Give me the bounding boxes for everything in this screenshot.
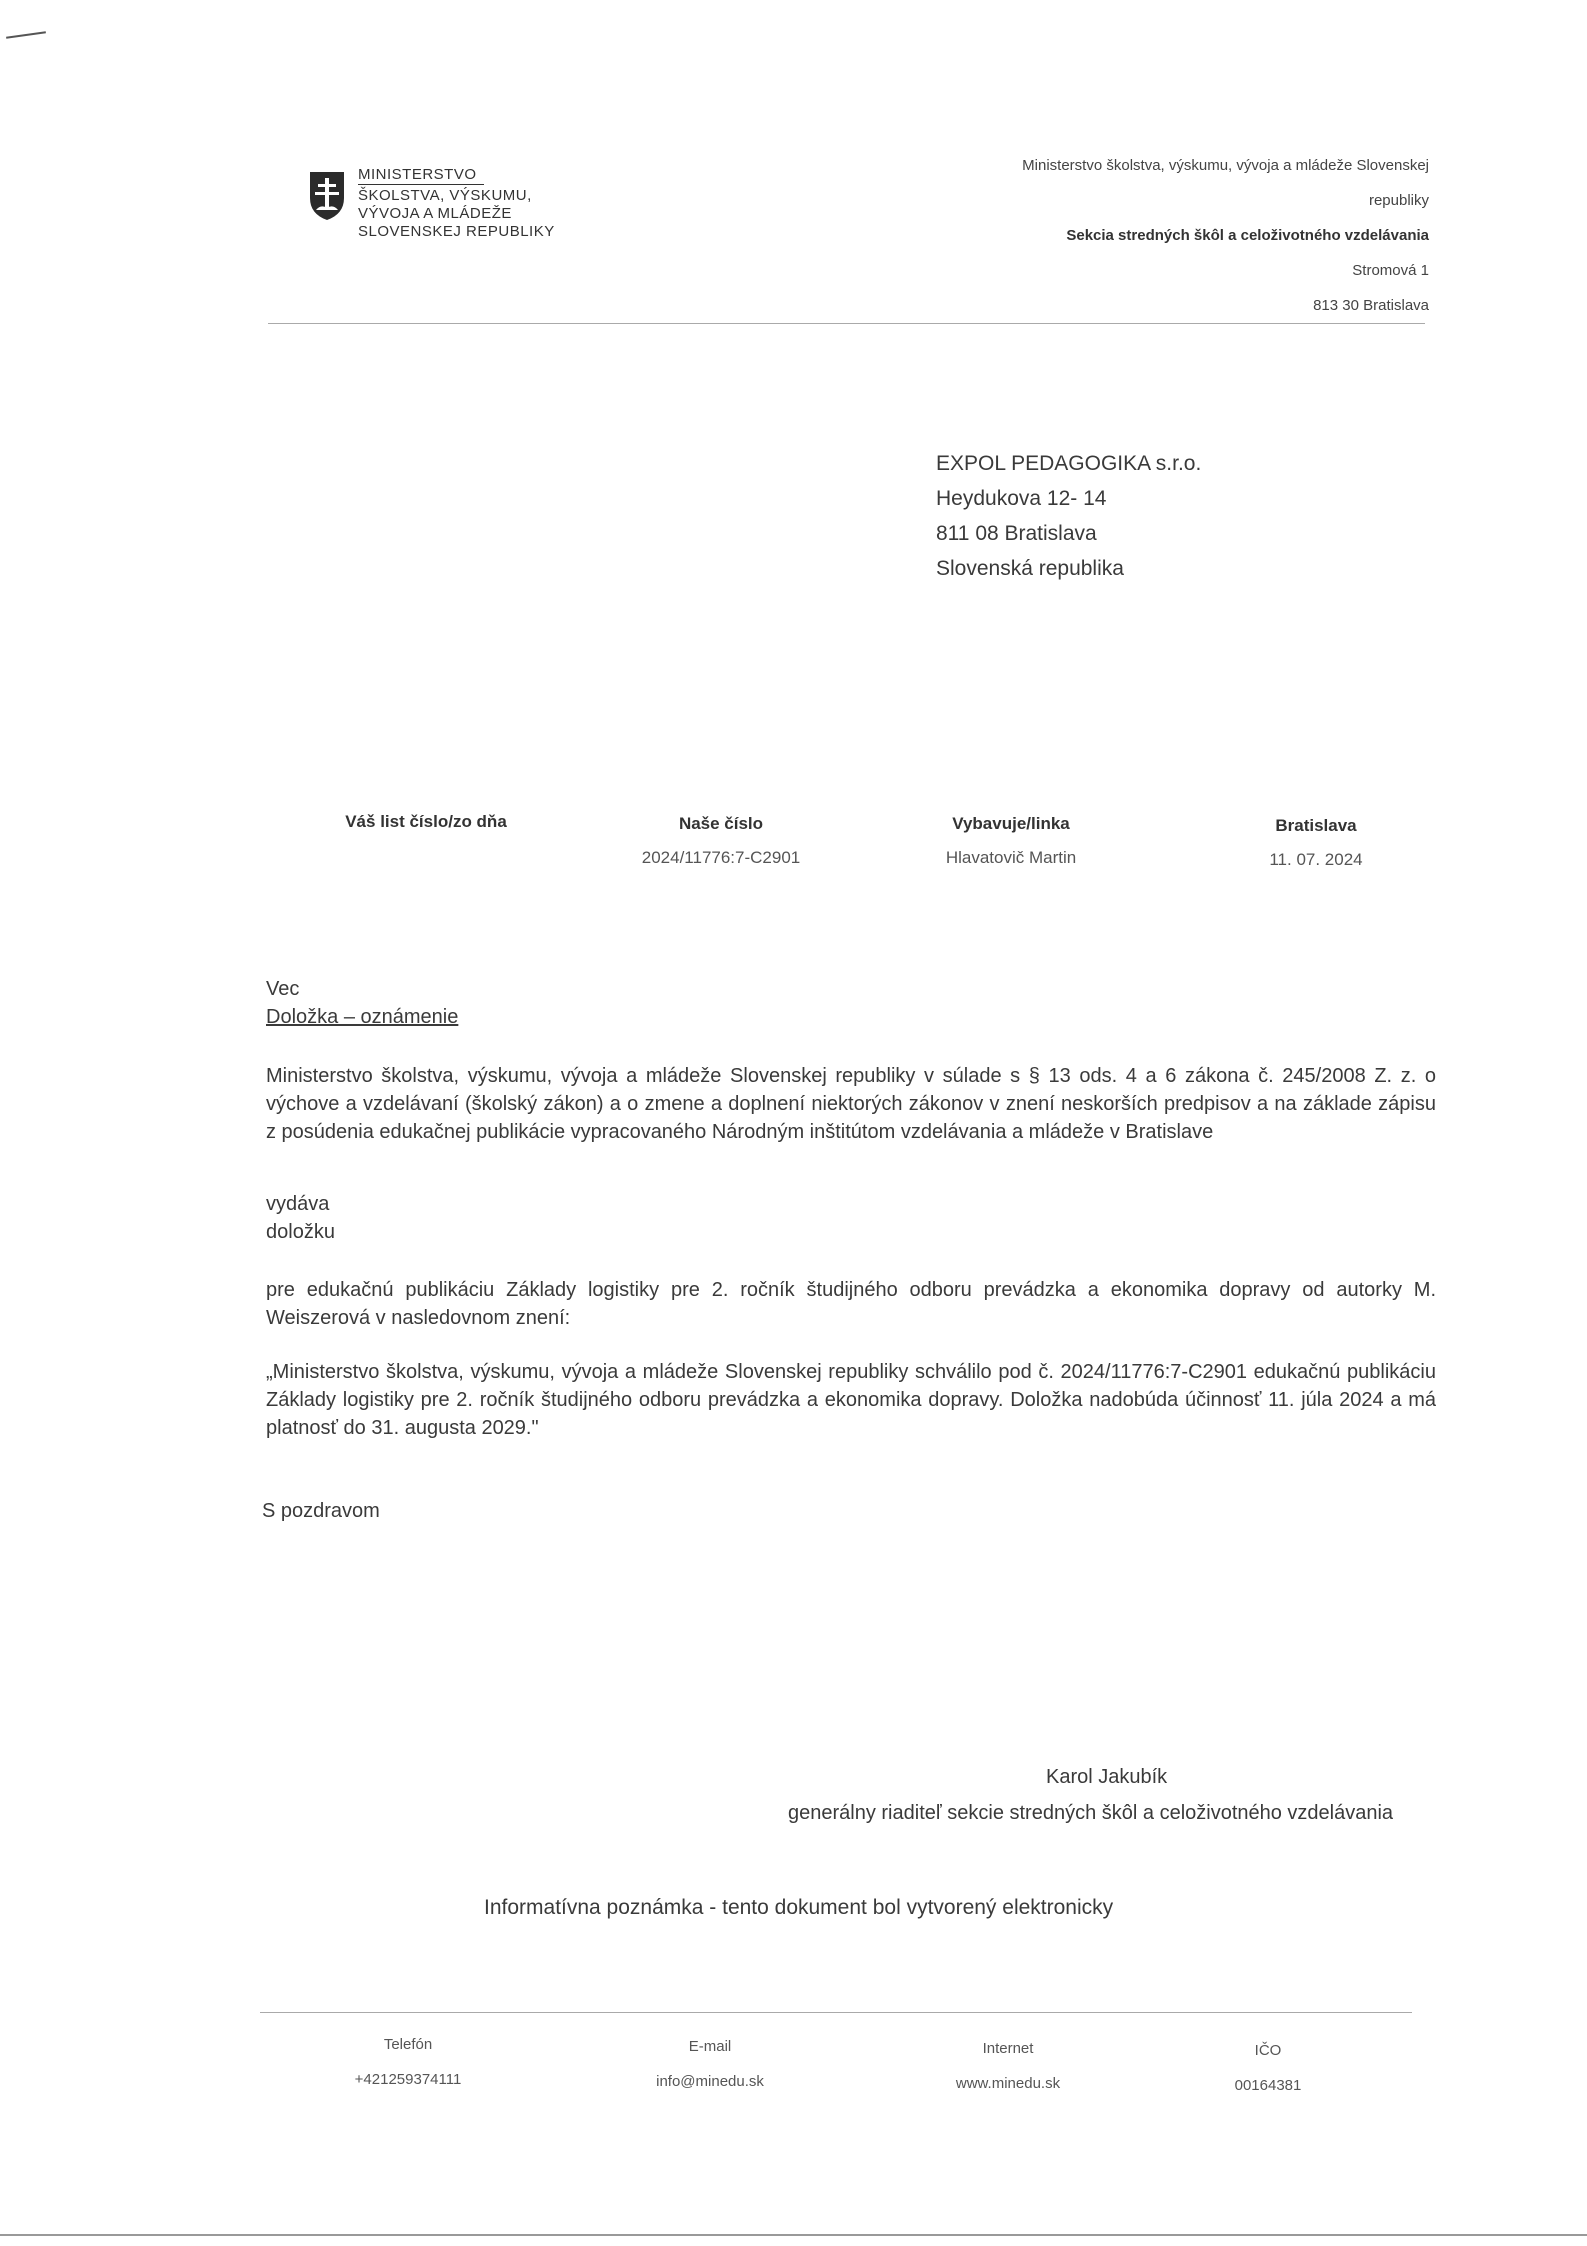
paragraph-2: pre edukačnú publikáciu Základy logistiky pre 2. ročník študijného odboru prevádzka a ekonomika dopravy od autorky M. Weiszerová v nasledovnom znení:: [266, 1279, 1436, 1329]
sender-city: 813 30 Bratislava: [1313, 297, 1429, 314]
recipient-street: Heydukova 12- 14: [936, 487, 1107, 510]
logo-line-1: MINISTERSTVO: [358, 166, 484, 185]
recipient-city: 811 08 Bratislava: [936, 522, 1097, 545]
signatory-name: Karol Jakubík: [1046, 1766, 1168, 1788]
footer-phone: [328, 2036, 488, 2088]
footer-ico-label: IČO: [1254, 2042, 1282, 2059]
footer-email-label: E-mail: [688, 2038, 732, 2055]
footer-phone-label: Telefón: [383, 2036, 433, 2053]
subject: Doložka – oznámenie: [266, 1006, 459, 1028]
sender-address: [949, 148, 1429, 323]
ref-our-number-value: 2024/11776:7-C2901: [641, 848, 801, 867]
recipient-country: Slovenská republika: [936, 557, 1124, 580]
footer-email-value: info@minedu.sk: [656, 2073, 764, 2090]
paragraph-3: „Ministerstvo školstva, výskumu, vývoja a mládeže Slovenskej republiky schválilo pod č. 2024/11776:7-C2901 edukačnú publikáciu Základy logistiky pre 2. ročník študijného odboru prevádzka a ekonomika dopravy. Doložka nadobúda účinnosť 11. júla 2024 a má platnosť do 31. augusta 2029.": [266, 1361, 1436, 1439]
footer-internet-label: Internet: [982, 2040, 1034, 2057]
footer-phone-value: +421259374111: [354, 2071, 462, 2088]
electronic-note: Informatívna poznámka - tento dokument bol vytvorený elektronicky: [484, 1896, 1114, 1919]
coat-of-arms-icon: [310, 172, 344, 220]
logo-line-4: SLOVENSKEJ REPUBLIKY: [358, 223, 555, 240]
sender-line-1: Ministerstvo školstva, výskumu, vývoja a mládeže Slovenskej: [1022, 157, 1429, 174]
signatory-title: generálny riaditeľ sekcie stredných škôl a celoživotného vzdelávania: [788, 1802, 1394, 1824]
footer-ico: [1208, 2042, 1328, 2094]
footer-internet-value: www.minedu.sk: [955, 2075, 1061, 2092]
header-divider: [268, 323, 1425, 324]
issues-text: vydáva: [266, 1193, 330, 1215]
ref-our-number: [616, 814, 826, 868]
ref-date: [1236, 816, 1396, 870]
logo-text: [358, 166, 618, 241]
recipient-name: EXPOL PEDAGOGIKA s.r.o.: [936, 452, 1202, 475]
footer-email: [630, 2038, 790, 2090]
scan-mark: [6, 31, 46, 39]
greeting: S pozdravom: [262, 1500, 380, 1522]
ref-our-number-label: Naše číslo: [678, 814, 764, 833]
footer-internet: [928, 2040, 1088, 2092]
ref-your-letter-label: Váš list číslo/zo dňa: [345, 812, 507, 831]
ref-date-value: 11. 07. 2024: [1269, 850, 1363, 869]
logo-line-2: ŠKOLSTVA, VÝSKUMU,: [358, 187, 532, 204]
clause-text: doložku: [266, 1221, 335, 1243]
ref-your-letter: [336, 812, 516, 832]
sender-street: Stromová 1: [1352, 262, 1429, 279]
paragraph-1: Ministerstvo školstva, výskumu, vývoja a mládeže Slovenskej republiky v súlade s § 13 ods. 4 a 6 zákona č. 245/2008 Z. z. o výchove a vzdelávaní (školský zákon) a o zmene a doplnení niektorých zákonov v znení neskorších predpisov a na základe zápisu z posúdenia edukačnej publikácie vypracovaného Národným inštitútom vzdelávania a mládeže v Bratislave: [266, 1065, 1436, 1143]
sender-line-2: republiky: [1368, 192, 1429, 209]
ref-handled-by-value: Hlavatovič Martin: [945, 848, 1077, 867]
scan-bottom-edge: [0, 2234, 1587, 2236]
footer-divider: [260, 2012, 1412, 2013]
footer-ico-value: 00164381: [1234, 2077, 1302, 2094]
subject-label: Vec: [266, 978, 300, 1000]
sender-section: Sekcia stredných škôl a celoživotného vzdelávania: [1066, 227, 1429, 244]
ref-place-label: Bratislava: [1275, 816, 1357, 835]
logo-line-3: VÝVOJA A MLÁDEŽE: [358, 205, 512, 222]
ref-handled-by-label: Vybavuje/linka: [952, 814, 1070, 833]
recipient-address: [936, 446, 1201, 586]
ref-handled-by: [906, 814, 1116, 868]
